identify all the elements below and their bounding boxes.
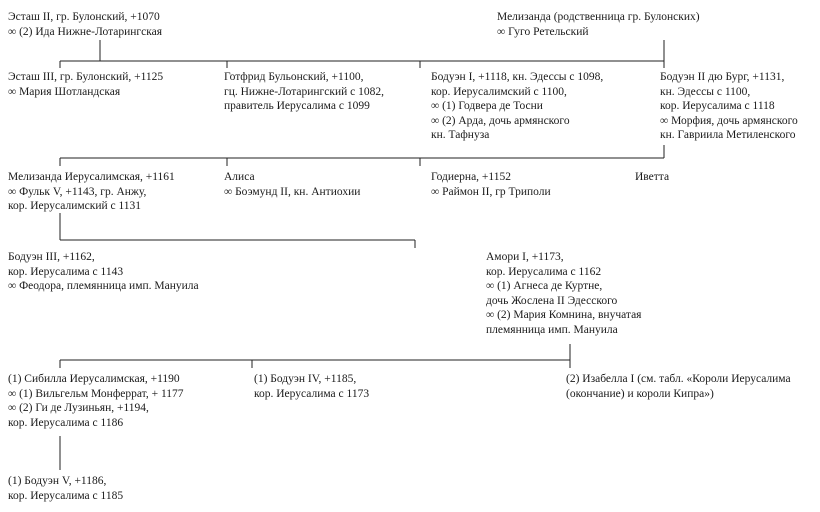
person-godfrey-of-bouillon (224, 70, 384, 114)
person-text-line: ∞ Феодора, племянница имп. Мануила (8, 280, 199, 293)
person-sibylla (8, 372, 184, 430)
person-text-line: (окончание) и короли Кипра») (566, 387, 714, 400)
person-text-line: кор. Иерусалима с 1186 (8, 416, 124, 429)
person-hodierna (431, 170, 551, 199)
person-text-line: кор. Иерусалима с 1118 (660, 100, 775, 113)
person-text-line: Алиса (224, 171, 255, 183)
person-amalric-i (486, 250, 641, 338)
person-baldwin-ii (660, 70, 798, 143)
person-text-line: кор. Иерусалимский с 1100, (431, 85, 567, 98)
person-text-line: ∞ (2) Мария Комнина, внучатая (486, 309, 642, 322)
person-text-line: Иветта (635, 171, 670, 183)
person-text-line: кн. Эдессы с 1100, (660, 85, 751, 98)
person-text-line: ∞ Боэмунд II, кн. Антиохии (224, 185, 361, 198)
person-text-line: ∞ (1) Агнеса де Куртне, (486, 280, 603, 293)
person-melisende-elder (497, 10, 700, 39)
person-text-line: правитель Иерусалима с 1099 (224, 100, 370, 113)
person-text-line: племянница имп. Мануила (486, 323, 618, 336)
person-text-line: Мелизанда Иерусалимская, +1161 (8, 171, 175, 183)
person-iveta (635, 170, 669, 185)
person-text-line: ∞ Мария Шотландская (8, 85, 121, 98)
person-text-line: (1) Сибилла Иерусалимская, +1190 (8, 373, 180, 385)
person-text-line: Бодуэн I, +1118, кн. Эдессы с 1098, (431, 71, 604, 83)
person-text-line: Мелизанда (родственница гр. Булонских) (497, 11, 700, 23)
person-text-line: ∞ (2) Ги де Лузиньян, +1194, (8, 402, 149, 415)
person-text-line: Годиерна, +1152 (431, 171, 511, 183)
person-baldwin-i (431, 70, 603, 143)
person-text-line: ∞ (2) Ида Нижне-Лотарингская (8, 25, 163, 38)
person-text-line: кор. Иерусалима с 1173 (254, 387, 370, 400)
person-baldwin-iii (8, 250, 199, 294)
person-text-line: ∞ Гуго Ретельский (497, 25, 589, 38)
person-text-line: ∞ Морфия, дочь армянского (660, 114, 798, 127)
person-text-line: Эсташ III, гр. Булонский, +1125 (8, 71, 164, 83)
person-text-line: Бодуэн II дю Бург, +1131, (660, 71, 785, 83)
person-text-line: Готфрид Бульонский, +1100, (224, 71, 364, 83)
person-text-line: кор. Иерусалима с 1162 (486, 265, 602, 278)
person-text-line: ∞ (1) Годвера де Тосни (431, 100, 543, 113)
person-melisende-queen (8, 170, 175, 214)
person-text-line: ∞ (1) Вильгельм Монферрат, + 1177 (8, 387, 184, 400)
person-text-line: ∞ (2) Арда, дочь армянского (431, 114, 570, 127)
person-text-line: кор. Иерусалима с 1185 (8, 489, 124, 502)
person-baldwin-iv (254, 372, 369, 401)
person-alice (224, 170, 360, 199)
person-text-line: кн. Тафнуза (431, 129, 490, 142)
person-baldwin-v (8, 474, 123, 503)
person-text-line: гц. Нижне-Лотарингский с 1082, (224, 85, 385, 98)
person-text-line: (1) Бодуэн IV, +1185, (254, 373, 357, 385)
person-text-line: Бодуэн III, +1162, (8, 251, 95, 263)
person-eustace-iii (8, 70, 163, 99)
person-text-line: кн. Гавриила Метиленского (660, 129, 796, 142)
person-text-line: (1) Бодуэн V, +1186, (8, 475, 107, 487)
person-text-line: кор. Иерусалимский с 1131 (8, 200, 142, 213)
person-text-line: кор. Иерусалима с 1143 (8, 265, 124, 278)
person-text-line: дочь Жослена II Эдесского (486, 294, 618, 307)
person-isabella-i (566, 372, 791, 401)
person-text-line: Амори I, +1173, (486, 251, 564, 263)
person-text-line: ∞ Раймон II, гр Триполи (431, 185, 551, 198)
person-text-line: (2) Изабелла I (см. табл. «Короли Иерусалима (566, 373, 791, 385)
person-eustace-ii (8, 10, 162, 39)
person-text-line: Эсташ II, гр. Булонский, +1070 (8, 11, 160, 23)
person-text-line: ∞ Фульк V, +1143, гр. Анжу, (8, 185, 147, 198)
